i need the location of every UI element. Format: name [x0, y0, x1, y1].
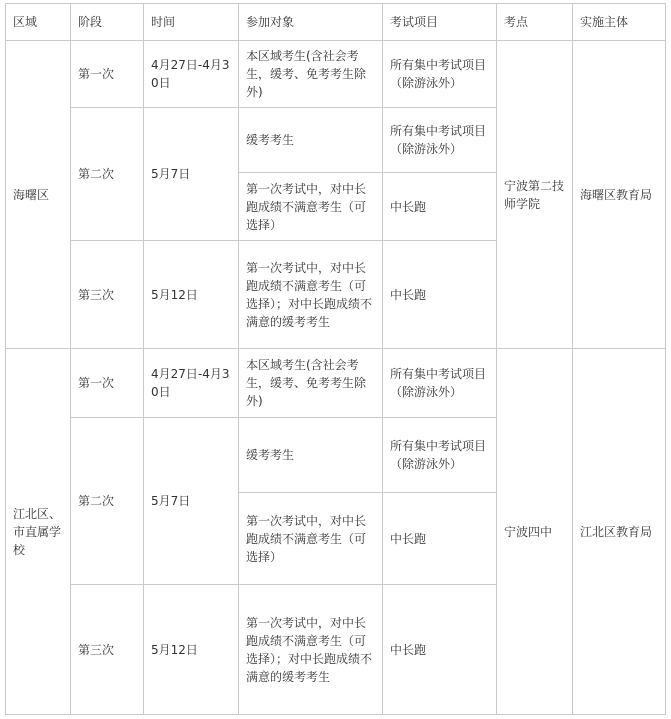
- header-item: 考试项目: [383, 4, 497, 41]
- phase-cell: 第三次: [71, 241, 144, 349]
- item-cell: 所有集中考试项目（除游泳外）: [383, 41, 497, 108]
- agency-cell: 海曙区教育局: [573, 41, 666, 349]
- agency-cell: 江北区教育局: [573, 349, 666, 715]
- phase-cell: 第二次: [71, 108, 144, 241]
- header-phase: 阶段: [71, 4, 144, 41]
- region-cell: 海曙区: [6, 41, 71, 349]
- target-cell: 缓考考生: [239, 418, 383, 493]
- header-row: [6, 4, 666, 41]
- region-cell: 江北区、市直属学校: [6, 349, 71, 715]
- time-cell: 4月27日-4月30日: [144, 349, 239, 418]
- item-cell: 中长跑: [383, 173, 497, 241]
- phase-cell: 第三次: [71, 585, 144, 715]
- target-cell: 第一次考试中，对中长跑成绩不满意考生（可选择）: [239, 493, 383, 585]
- item-cell: 中长跑: [383, 585, 497, 715]
- phase-cell: 第二次: [71, 418, 144, 585]
- table-row: [6, 41, 666, 108]
- table-row: [6, 349, 666, 418]
- time-cell: 5月7日: [144, 418, 239, 585]
- target-cell: 第一次考试中，对中长跑成绩不满意考生（可选择）；对中长跑成绩不满意的缓考考生: [239, 241, 383, 349]
- item-cell: 所有集中考试项目（除游泳外）: [383, 349, 497, 418]
- time-cell: 5月7日: [144, 108, 239, 241]
- time-cell: 5月12日: [144, 241, 239, 349]
- header-target: 参加对象: [239, 4, 383, 41]
- phase-cell: 第一次: [71, 349, 144, 418]
- target-cell: 本区域考生(含社会考生，缓考、免考考生除外): [239, 41, 383, 108]
- item-cell: 中长跑: [383, 493, 497, 585]
- target-cell: 第一次考试中，对中长跑成绩不满意考生（可选择）: [239, 173, 383, 241]
- site-cell: 宁波第二技师学院: [497, 41, 573, 349]
- target-cell: 缓考考生: [239, 108, 383, 173]
- header-region: 区域: [6, 4, 71, 41]
- target-cell: 本区域考生(含社会考生，缓考、免考考生除外): [239, 349, 383, 418]
- header-time: 时间: [144, 4, 239, 41]
- time-cell: 5月12日: [144, 585, 239, 715]
- header-agency: 实施主体: [573, 4, 666, 41]
- target-cell: 第一次考试中，对中长跑成绩不满意考生（可选择）；对中长跑成绩不满意的缓考考生: [239, 585, 383, 715]
- time-cell: 4月27日-4月30日: [144, 41, 239, 108]
- item-cell: 所有集中考试项目（除游泳外）: [383, 108, 497, 173]
- site-cell: 宁波四中: [497, 349, 573, 715]
- item-cell: 中长跑: [383, 241, 497, 349]
- item-cell: 所有集中考试项目（除游泳外）: [383, 418, 497, 493]
- header-site: 考点: [497, 4, 573, 41]
- exam-schedule-table: [5, 3, 666, 715]
- phase-cell: 第一次: [71, 41, 144, 108]
